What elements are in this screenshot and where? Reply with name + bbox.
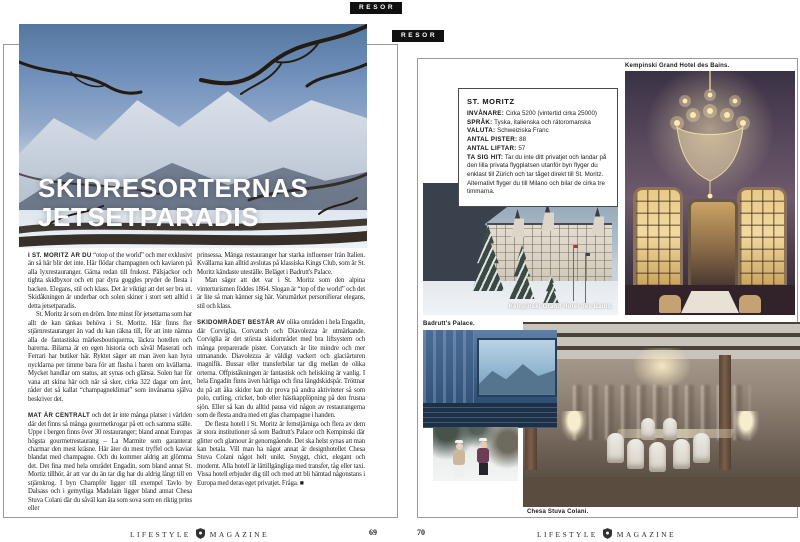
mountain-photo bbox=[19, 24, 367, 248]
panorama-window bbox=[477, 338, 557, 397]
white-chair bbox=[627, 439, 644, 469]
white-chair bbox=[693, 433, 710, 463]
fact-value: 88 bbox=[519, 136, 527, 144]
skier-figure bbox=[477, 438, 489, 475]
white-chair bbox=[663, 418, 677, 440]
mountain-view bbox=[479, 361, 555, 395]
article-title-line2: JETSETPARADIS bbox=[38, 201, 260, 232]
paragraph-leadin: SKIDOMRÅDET BESTÅR AV bbox=[197, 319, 285, 327]
fact-label: TA SIG HIT: bbox=[467, 153, 504, 161]
lit-window-right bbox=[737, 187, 787, 289]
pool-water bbox=[423, 403, 557, 428]
fact-box-st-moritz bbox=[458, 88, 618, 207]
paragraph-leadin: MAT ÄR CENTRALT bbox=[28, 412, 91, 420]
fact-label: VALUTA: bbox=[467, 127, 496, 135]
flag bbox=[574, 245, 578, 248]
fact-value: Schweiziska Franc bbox=[497, 127, 549, 135]
skier-figure bbox=[453, 440, 465, 477]
chandelier-glow bbox=[640, 71, 780, 201]
skier-head bbox=[480, 441, 487, 448]
fact-value: Tyska, italienska och rätoromanska bbox=[494, 118, 591, 126]
fact-label: INVÅNARE: bbox=[467, 110, 505, 117]
hotel-tower bbox=[591, 207, 604, 235]
fact-row bbox=[467, 110, 609, 119]
section-tag-right: RESOR bbox=[392, 30, 444, 42]
magazine-brand-left bbox=[3, 528, 396, 541]
article-title bbox=[38, 174, 308, 231]
stone-floor bbox=[523, 477, 800, 507]
lit-window-left bbox=[633, 187, 683, 289]
dining-room-photo bbox=[523, 322, 800, 507]
paragraph-text: olika områden i hela Engadin, där Corviglia, Corvatsch och Diavolezza är utmärkande. Corviglia är det största skidområdet med bra liftsystem och många preparerade pister. Corvatsch är lite mindre och mer utmanande. Diavolezza är väldigt vackert och glaciärturen magnifik. Bussar eller transferbilar tar dig mellan de olika orterna. Offpiståkningen är fantastisk och heliskiing är vanlig. I hela Engadin finns även härliga och fina längdskidspår. Tröttnar du på att åka skidor kan du prova på andra aktiviteter så som polo, curling, cricket, bob eller hästkapplöpning på den frusna sjön. Eller så kan du alltid pausa vid någon av restaurangerna som de flesta andra med ett glas champagne i handen. bbox=[197, 319, 365, 420]
white-chair bbox=[673, 439, 690, 469]
flag bbox=[586, 253, 590, 256]
body-column-2 bbox=[197, 252, 365, 516]
fact-row bbox=[467, 127, 609, 136]
white-chair bbox=[649, 442, 666, 472]
brand-word-lifestyle: LIFESTYLE bbox=[130, 530, 191, 539]
flag-pole bbox=[573, 245, 574, 301]
caption-pool-photo: Badrutt's Palace. bbox=[423, 321, 475, 327]
fact-box-title: ST. MORITZ bbox=[467, 97, 515, 106]
table-lamp bbox=[561, 411, 587, 441]
dining-chandelier bbox=[634, 348, 690, 388]
paragraph: De flesta hotell i St. Moritz är femstjärniga och flera av dem är stora institutioner så som Badrutt's Palace och Kempinski där glitter och glamour är genomgående. Det ska helst synas att man kan betala. Vill man ha något annat är designhotellet Chesa Stuva Colani något helt unikt. Snyggt, chict, elegant och modernt. Alla hotell är lättillgängliga med transfer, tåg eller taxi. Vissa hotell erbjuder dig till och med att bli hämtad någonstans i Europa med deras eget privatjet. Fråga. ■ bbox=[197, 420, 365, 487]
skier-jacket bbox=[477, 448, 489, 463]
fact-label: ANTAL LIFTAR: bbox=[467, 144, 517, 152]
lit-doorway bbox=[688, 199, 738, 289]
fact-value: Tar du inte ditt privatjet och landar på den lilla privata flygplatsen utanför byn flyger du enklast till Zürich och tar tåget direkt till St. Moritz. Alternativt flyger du till Milano och bilar de cirka tre timmarna. bbox=[467, 153, 607, 196]
brand-word-lifestyle: LIFESTYLE bbox=[537, 530, 598, 539]
page-number-left: 69 bbox=[369, 528, 377, 537]
section-tag-top: RESOR bbox=[350, 2, 402, 14]
crest-icon bbox=[603, 528, 612, 541]
curtain bbox=[719, 355, 731, 470]
caption-hotel-exterior: Kempinski Grand Hotel des Bains. bbox=[508, 304, 613, 310]
hotel-tower bbox=[541, 203, 554, 231]
skiers-photo bbox=[433, 427, 518, 481]
table-lamp bbox=[733, 411, 759, 441]
paragraph: St. Moritz är som en dröm. Inte minst för jetsettarna som har allt de kan tänkas behöva i St. Moritz. Här finns fler stjärnrestauranger än vad du kan räkna till, för att inte nämna alla de fantastiska märkesboutiquerna, läckra hotellen och barerna. Bilarna är en egen historia och såväl Maserati och Ferrari har butiker här. Ryktet säger att man även kan hyra nycklarna per timme bara för att flasha i baren om kvällarna. Mycket handlar om status, att synas och glänsa. Solen har för vana att skina här och när så sker, cirka 322 dagar om året, råder det så kallat “champagneklimat” som invånarna själva beskriver det. bbox=[28, 311, 192, 403]
article-title-line1: SKIDRESORTERNAS bbox=[38, 173, 309, 203]
fact-row bbox=[467, 145, 609, 154]
caption-chandelier-photo: Kempinski Grand Hotel des Bains. bbox=[625, 63, 730, 69]
caption-dining-photo: Chesa Stuva Colani. bbox=[527, 509, 589, 515]
white-chair bbox=[607, 433, 624, 463]
flag-pole bbox=[585, 253, 586, 303]
restaurant-chandelier-photo bbox=[625, 71, 795, 315]
fact-label: ANTAL PISTER: bbox=[467, 136, 518, 144]
page-number-right: 70 bbox=[417, 528, 425, 537]
skier-pants bbox=[455, 465, 464, 477]
fact-row bbox=[467, 136, 609, 145]
paragraph-leadin: I ST. MORITZ ÄR DU bbox=[28, 252, 92, 259]
paragraph bbox=[28, 252, 192, 311]
spa-pool-photo bbox=[423, 330, 557, 428]
fact-row bbox=[467, 154, 609, 198]
brand-word-magazine: MAGAZINE bbox=[209, 530, 269, 539]
fact-value: Cirka 5200 (vintertid cirka 25000) bbox=[505, 110, 597, 117]
fact-label: SPRÅK: bbox=[467, 118, 493, 126]
paragraph-text: och det är inte många platser i världen där det finns så många gourmetkrogar på ett och samma ställe. Uppe i bergen finns över 30 restauranger; bland annat Europas högsta gourmetrestaurang – La Marmite som garanterat charmar den mest kräsne. Här äter du mest tryffel och kaviar blandat med champagne. Och du kommer aldrig att glömma det. Det fina med hela området Engadin, som bland annat St. Mortiz tillhör, är att var du än tar dig har du aldrig långt till en stjärnkrog. I byn Champfèr ligger till exempel Tavlo by Dalsass och i gemytliga Madulain ligger bland annat Chesa Stuva Colani där du såväl kan äta som sova som en riktig prins eller bbox=[28, 412, 192, 513]
skier-head bbox=[456, 443, 463, 450]
chair bbox=[659, 295, 681, 313]
body-column-1 bbox=[28, 252, 192, 516]
skier-jacket bbox=[453, 450, 465, 465]
magazine-brand-right bbox=[417, 528, 796, 541]
chair bbox=[739, 295, 761, 313]
skier-pants bbox=[479, 463, 488, 475]
paragraph bbox=[28, 412, 192, 513]
white-chair bbox=[641, 418, 655, 440]
brand-word-magazine: MAGAZINE bbox=[616, 530, 676, 539]
paragraph: Man säger att det var i St. Moritz som den alpina vinterturismen föddes 1864. Slogan är “top of the world” och det är lite så man känner sig här. Varumärket personifierar elegans, stil och klass. bbox=[197, 277, 365, 310]
crest-icon bbox=[196, 528, 205, 541]
paragraph bbox=[197, 319, 365, 420]
paragraph: prinsessa. Många restauranger har starka influenser från Italien. Kvällarna kan alltid avslutas på klassiska Kings Club, som är St. Moritz kändaste uteställe. Beläget i Badrutt's Palace. bbox=[197, 252, 365, 276]
fact-row bbox=[467, 119, 609, 128]
paragraph-text: “otop of the world” och mer exklusivt än så här blir det inte. Här flödar champagnen och kaviaren på alla lyxrestauranger. Gärna redan till frukost. Pälsjackor och tighta skidbyxor och ett par dyra goggles pryder de flesta i backen. Elegans, stil och klass. Det är viktigt att det ser bra ut. Skidåkningen är underbar och solen skiner i stort sett alltid i detta jetsetparadis. bbox=[28, 252, 192, 310]
fact-value: 57 bbox=[518, 144, 526, 152]
